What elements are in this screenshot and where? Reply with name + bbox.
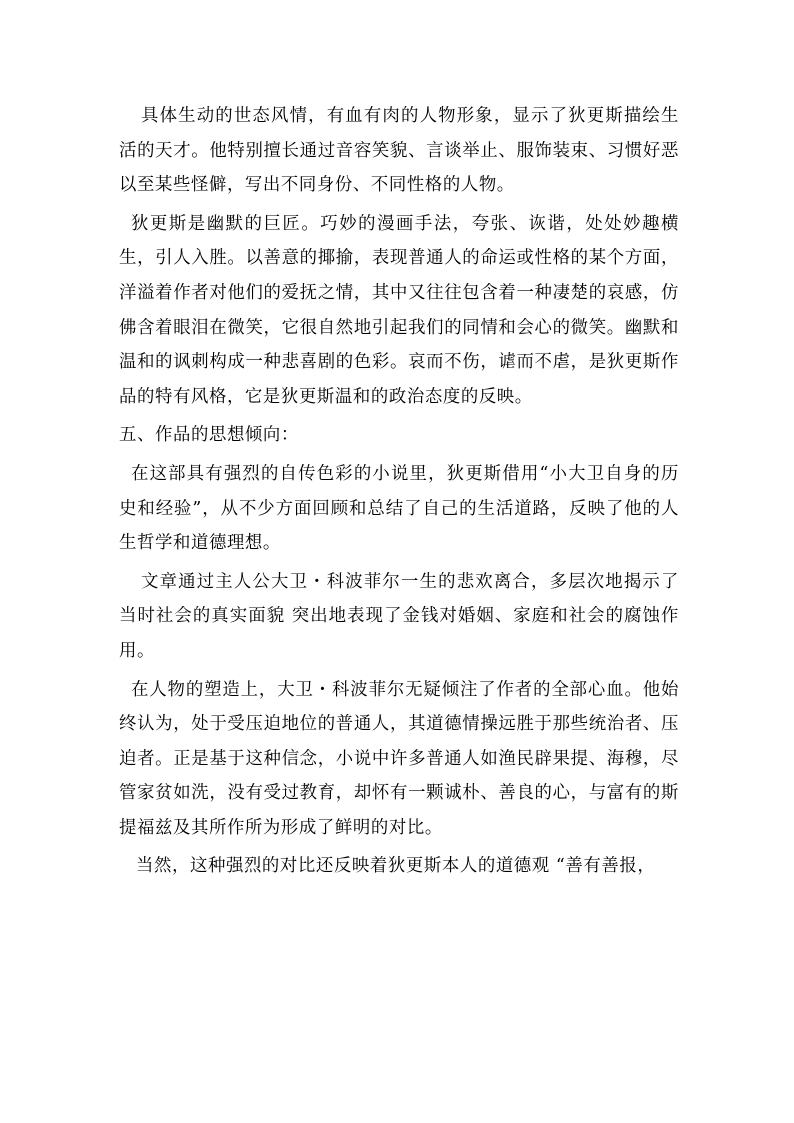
paragraph-character-building: 在人物的塑造上，大卫・科波菲尔无疑倾注了作者的全部心血。他始终认为，处于受压迫地位的普通人，其道德情操远胜于那些统治者、压迫者。正是基于这种信念，小说中许多普通人如渔民辟果提、海穆，尽管家贫如洗，没有受过教育，却怀有一颗诚朴、善良的心，与富有的斯提福兹及其所作所为形成了鲜明的对比。 (119, 679, 679, 838)
paragraph-autobiographical-novel: 在这部具有强烈的自传色彩的小说里，狄更斯借用“小大卫自身的历史和经验”，从不少方面回顾和总结了自己的生活道路，反映了他的人生哲学和道德理想。 (119, 463, 679, 554)
paragraph-dickens-humor: 狄更斯是幽默的巨匠。巧妙的漫画手法，夸张、诙谐，处处妙趣横生，引人入胜。以善意的揶揄，表现普通人的命运或性格的某个方面，洋溢着作者对他们的爱抚之情，其中又往往包含着一种凄楚的哀感，仿佛含着眼泪在微笑，它很自然地引起我们的同情和会心的微笑。幽默和温和的讽刺构成一种悲喜剧的色彩。哀而不伤，谑而不虐，是狄更斯作品的特有风格，它是狄更斯温和的政治态度的反映。 (119, 213, 679, 407)
section-heading-ideological-tendency: 五、作品的思想倾向： (119, 425, 299, 446)
paragraph-moral-view: 当然，这种强烈的对比还反映着狄更斯本人的道德观 “善有善报， (136, 856, 656, 877)
paragraph-dickens-talent: 具体生动的世态风情，有血有肉的人物形象，显示了狄更斯描绘生活的天才。他特别擅长通过音容笑貌、言谈举止、服饰装束、习惯好恶以至某些怪僻，写出不同身份、不同性格的人物。 (119, 106, 679, 196)
document-body (119, 99, 679, 888)
paragraph-social-reality: 文章通过主人公大卫・科波菲尔一生的悲欢离合，多层次地揭示了当时社会的真实面貌 突出地表现了金钱对婚姻、家庭和社会的腐蚀作用。 (119, 571, 679, 661)
